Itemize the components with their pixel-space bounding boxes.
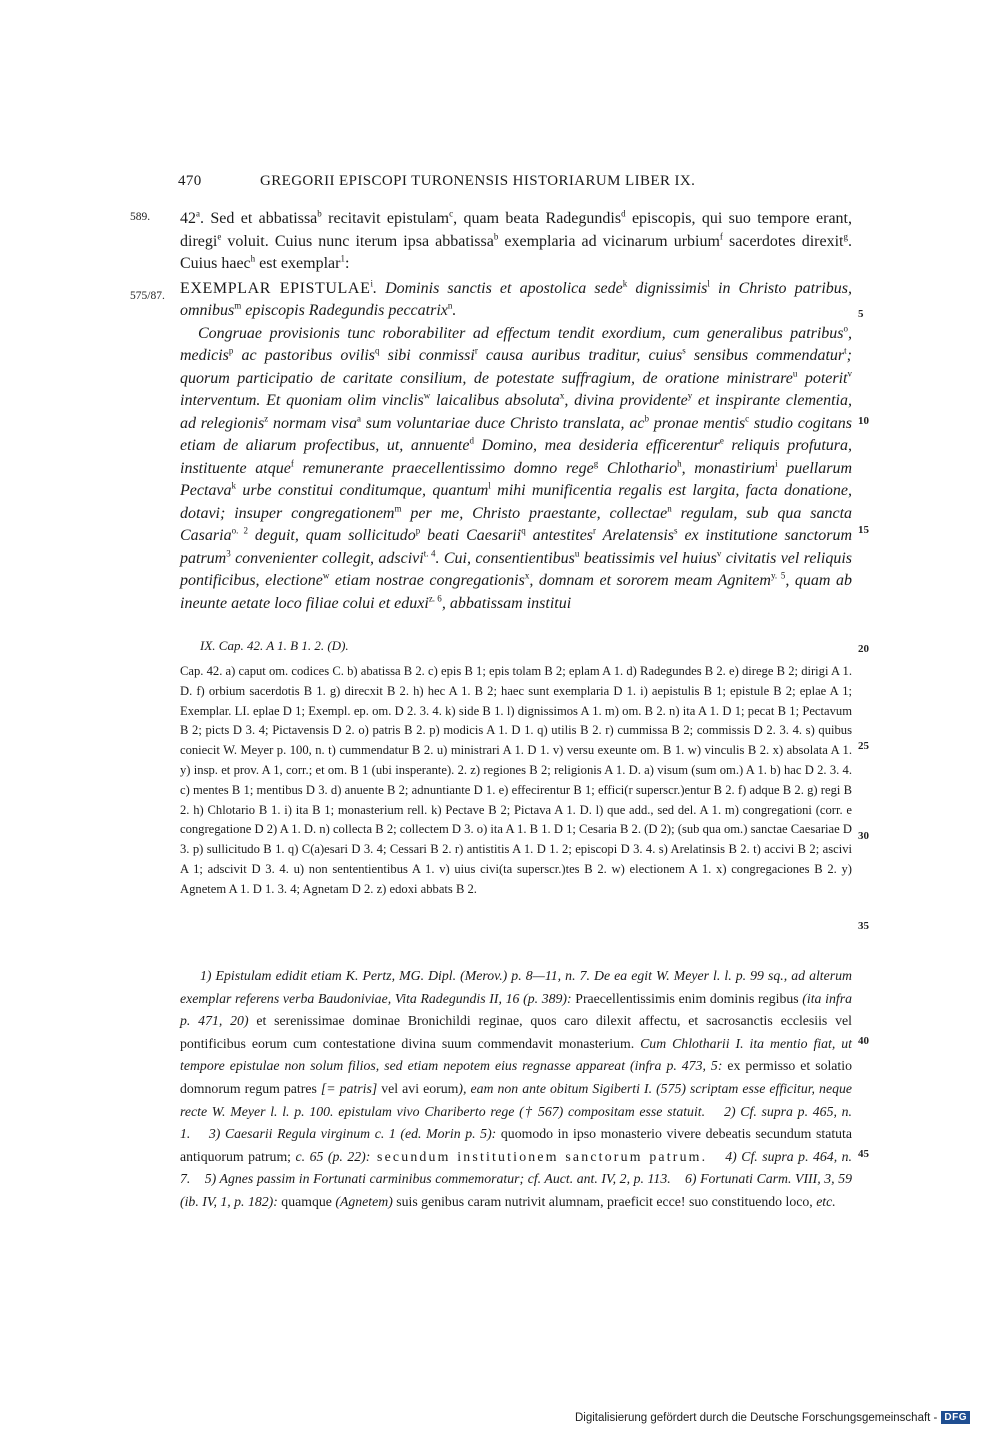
margin-year-589: 589. [130,211,151,223]
critical-apparatus [180,662,852,900]
dfg-logo: DFG [941,1411,970,1424]
margin-year-575: 575/87. [130,290,165,302]
main-text [180,208,852,615]
line-number-10: 10 [858,415,869,427]
letter-address: EXEMPLAR EPISTULAE$^i$. Dominis sanctis et apostolica sede$^k$ dignissimis$^l$ in Christo patribus, omnibus$^m$ episcopis Radegundis peccatrix$^n$. [180,278,853,319]
line-number-15: 15 [858,524,869,536]
footnote-6: 6) Fortunati Carm. VIII, 3, 59 (ib. IV, 1, p. 182): quamque (Agnetem) suis genibus caram nutrivit alumnam, praeficit ecce! suo constituendo loco, etc. [180,1171,853,1209]
page-header [178,173,778,195]
source-line: IX. Cap. 42. A 1. B 1. 2. (D). [200,638,349,653]
line-number-45: 45 [858,1148,869,1160]
line-number-30: 30 [858,830,869,842]
running-title: GREGORII EPISCOPI TURONENSIS HISTORIARUM LIBER IX. [260,173,696,189]
footnote-2: 2) Cf. supra p. 465, n. 1. [180,1103,853,1142]
line-number-25: 25 [858,740,869,752]
letter-body: Congruae provisionis tunc roborabiliter ad effectum tendit exordium, cum generalibus patribus$^o$, medicis$^p$ ac pastoribus ovilis$^q$ sibi conmissi$^r$ causa auribus traditur, cuius$^s$ sensibus commendatur$^t$; quorum participatio de caritate consilium, de potestate suffragium, de oratione ministrare$^u$ poterit$^v$ interventum. Et quoniam olim vinclis$^w$ laicalibus absoluta$^x$, divina providente$^y$ et inspirante clementia, ad relegionis$^z$ normam visa$^a$ sum voluntariae duce Christo translata, $ac^b$ pronae mentis$^c$ studio cogitans etiam de aliarum profectibus, ut, annuente$^d$ Domino, mea desideria efficerentur$^e$ reliquis profutura, instituente atque$^f$ remunerante praecellentissimo domno rege$^g$ Chlothario$^h$, monastirium$^i$ puellarum Pectava$^k$ urbe constitui conditumque, quantum$^l$ mihi munificentia regalis est largita, facta donatione, dotavi; insuper congregationem$^m$ per me, Christo praestante, collectae$^n$ regulam, sub qua sancta Casaria$^{o. 2}$ deguit, quam sollicitudo$^p$ beati Caesarii$^q$ antestites$^r$ Arelatensis$^s$ ex institutione sanctorum patrum$^3$ convenienter collegit, adscivi$^{t. 4}$. Cui, consentientibus$^u$ beatissimis vel huius$^v$ civitatis vel reliquis pontificibus, electione$^w$ etiam nostrae congregationis$^x$, domnam et sororem meam Agnitem$^{y. 5}$, quam ab ineunte aetate loco filiae colui et eduxi$^{z. 6}$, abbatissam institui [180,323,853,612]
funding-footer [575,1411,970,1424]
footnotes [180,965,852,1214]
intro-paragraph: 42$^a$. Sed et abbatissa$^b$ recitavit epistulam$^c$, quam beata Radegundis$^d$ episcopis, qui suo tempore erant, diregi$^e$ voluit. Cuius nunc iterum ipsa abbatissa$^b$ exemplaria ad vicinarum urbium$^f$ sacerdotes direxit$^g$. Cuius haec$^h$ est exemplar$^1$: [180,208,853,272]
footnote-3: 3) Caesarii Regula virginum c. 1 (ed. Morin p. 5): quomodo in ipso monasterio vivere debeatis secundum statuta antiquorum patrum; c. 65 (p. 22): secundum institutionem sanctorum patrum. [180,1126,853,1164]
page-number: 470 [178,173,202,189]
footnote-1: 1) Epistulam edidit etiam K. Pertz, MG. Dipl. (Merov.) p. 8—11, n. 7. De ea egit W. Meyer l. l. p. 99 sq., ad alterum exemplar referens verba Baudoniviae, Vita Radegundis II, 16 (p. 389): Praecellentissimis enim dominis regibus (ita infra p. 471, 20) et serenissimae dominae Bronichildi reginae, quos caro dilexit affectu, et sacrosanctis ecclesiis vel pontificibus eorum cum contestatione divina suum commendavit monasterium. Cum Chlotharii I. ita mentio fiat, ut tempore epistulae non solum filios, sed etiam nepotem eius regnasse appareat (infra p. 473, 5: ex permisso et solatio domnorum regum patres [= patris] vel avi eorum), eam non ante obitum Sigiberti I. (575) scriptam esse efficitur, neque recte W. Meyer l. l. p. 100. epistulam vivo Chariberto rege († 567) compositam esse statuit. 2) Cf. supra p. 465, n. 1. 3) Caesarii Regula virginum c. 1 (ed. Morin p. 5): quomodo in ipso monasterio vivere debeatis secundum statuta antiquorum patrum; c. 65 (p. 22): secundum institutionem sanctorum patrum. 4) Cf. supra p. 464, n. 7. 5) Agnes passim in Fortunati carminibus commemoratur; cf. Auct. ant. IV, 2, p. 113. 6) Fortunati Carm. VIII, 3, 59 (ib. IV, 1, p. 182): quamque (Agnetem) suis genibus caram nutrivit alumnam, praeficit ecce! suo constituendo loco, etc. [180,968,853,1209]
footnote-4: 4) Cf. supra p. 464, n. 7. [180,1148,853,1187]
footer-text: Digitalisierung gefördert durch die Deutsche Forschungsgemeinschaft - [574,1411,938,1424]
letter-heading: EXEMPLAR EPISTULAE [180,279,371,297]
line-number-35: 35 [858,920,869,932]
line-number-20: 20 [858,643,869,655]
footnote-5: 5) Agnes passim in Fortunati carminibus commemoratur; cf. Auct. ant. IV, 2, p. 113. [204,1171,671,1187]
line-number-5: 5 [858,308,864,320]
apparatus-text: Cap. 42. a) caput om. codices C. b) abatissa B 2. c) epis B 1; epis tolam B 2; eplam A 1. d) Radegundes B 2. e) direge B 2; dirigi A 1. D. f) orbium sacerdotis B 1. g) direcxit B 2. h) hec A 1. B 2; haec sunt exemplaria D 1. i) aepistulis B 1; epistule B 2; eplae A 1; Exemplar. LI. eplae D 1; Exempl. ep. om. D 2. 3. 4. k) side B 1. l) dignissimos A 1. m) om. B 2. n) ita A 1. D 1; pecat B 1; Pectavum B 2; picts D 3. 4; Pictavensis D 2. o) patris B 2. p) modicis A 1. D 1. q) utilis B 2. r) cummissa B 2; commissis D 2. 3. 4. s) quibus coniecit W. Meyer p. 100, n. t) cummendatur B 2. u) ministrari A 1. D 1. v) versu exeunte om. B 1. w) vinculis B 2. x) absolata A 1. y) insp. et prov. A 1, corr.; et om. B 1 (ubi insperante). 2. z) regiones B 2; religionis A 1. D. a) visum (sum om.) A 1. b) hac D 2. 3. 4. c) mentes B 1; mentibus D 3. d) anuente B 2; adnuntiante D 1. e) effecirentur B 1; effici(r superscr.)entur B 2. f) adque B 2. g) regi B 2. h) Chlotario B 1. i) ita B 1; monasterium rell. k) Pectave B 2; Pictava A 1. D. l) que add., sed del. A 1. m) congregationi (corr. e congregatione D 2) A 1. D. n) collecta B 2; collectem D 3. o) ita A 1. B 1. D 1; Cesaria B 2. (D 2); (sub qua om.) sanctae Caesariae D 3. p) sullicitudo B 1. q) C(a)esari D 3. 4; Cessari B 2. r) antistitis A 1. D 1. 2; episcopi D 3. 4. s) Arelatinsis B 2. t) accivi B 2; ascivi A 1; adscivit D 3. 4. u) non sententientibus A 1. v) uius civi(ta superscr.)tes B 2. w) electionem A 1. x) congregaciones B 2. y) Agnetem A 1. D 1. 3. 4; Agnetam D 2. z) edoxi abbats B 2. [180,664,852,896]
line-number-40: 40 [858,1035,869,1047]
